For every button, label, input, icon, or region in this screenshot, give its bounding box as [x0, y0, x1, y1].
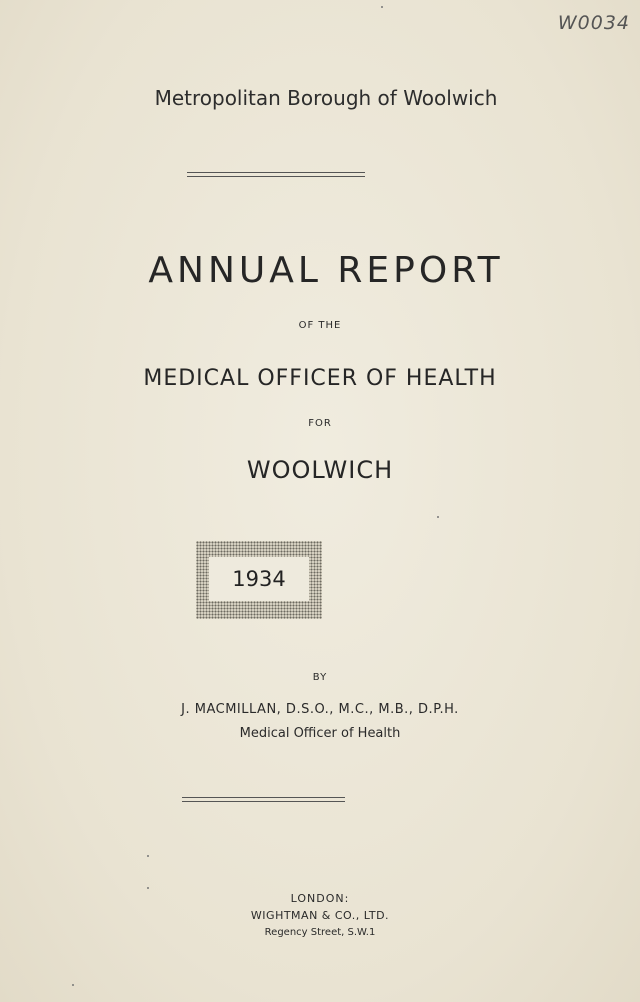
paper-speck	[72, 984, 74, 986]
author-name: J. MACMILLAN, D.S.O., M.C., M.B., D.P.H.	[181, 702, 459, 717]
paper-speck	[381, 6, 383, 8]
paper-speck	[437, 516, 439, 518]
report-place: WOOLWICH	[246, 456, 394, 484]
borough-heading: Metropolitan Borough of Woolwich	[154, 86, 498, 110]
imprint-city: LONDON:	[290, 892, 350, 905]
by-label: BY	[312, 672, 328, 683]
of-the-label: OF THE	[298, 320, 342, 331]
bottom-divider	[182, 797, 345, 802]
report-title: ANNUAL REPORT	[148, 250, 504, 291]
report-year: 1934	[209, 557, 309, 601]
paper-speck	[147, 855, 149, 857]
catalog-mark: W0034	[557, 12, 630, 34]
imprint-publisher: WIGHTMAN & CO., LTD.	[250, 909, 390, 922]
for-label: FOR	[308, 418, 332, 429]
year-frame	[196, 541, 322, 619]
paper-speck	[147, 887, 149, 889]
author-role: Medical Officer of Health	[239, 726, 401, 741]
report-subject: MEDICAL OFFICER OF HEALTH	[143, 366, 497, 391]
imprint-address: Regency Street, S.W.1	[264, 927, 376, 938]
top-divider	[187, 172, 365, 177]
